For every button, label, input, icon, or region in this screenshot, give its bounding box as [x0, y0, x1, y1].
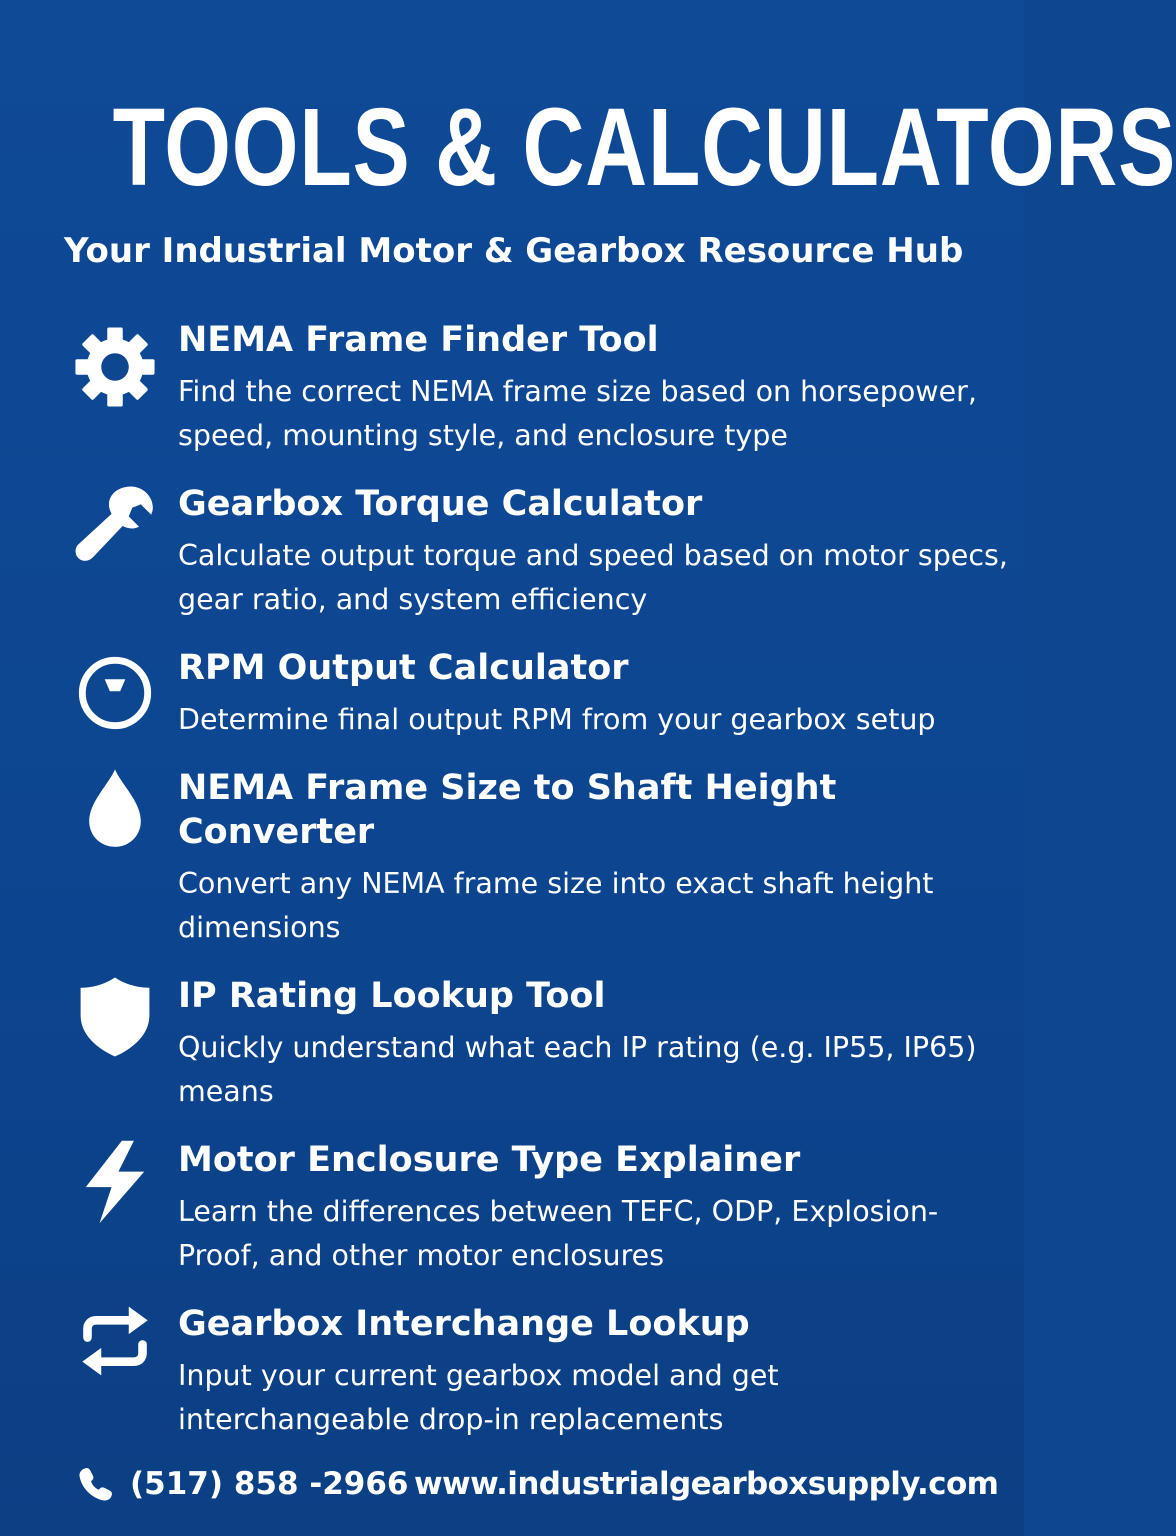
phone-icon — [78, 1466, 114, 1502]
lightning-icon — [72, 1134, 158, 1230]
tool-name: NEMA Frame Size to Shaft Height Converter — [178, 768, 837, 852]
footer — [0, 1458, 1024, 1514]
page-title: TOOLS & CALCULATORS — [112, 86, 1176, 209]
wrench-icon — [72, 482, 158, 568]
phone-number[interactable]: (517) 858 -2966 — [130, 1466, 409, 1502]
tool-description: Calculate output torque and speed based on motor specs, gear ratio, and system efficiency — [178, 539, 1008, 616]
tool-description: Quickly understand what each IP rating (e.g. IP55, IP65) means — [178, 1031, 977, 1108]
tool-description: Convert any NEMA frame size into exact shaft height dimensions — [178, 867, 934, 944]
page-subtitle: Your Industrial Motor & Gearbox Resource Hub — [64, 231, 964, 271]
shield-icon — [72, 974, 158, 1060]
tool-description: Input your current gearbox model and get interchangeable drop-in replacements — [178, 1359, 779, 1436]
tool-name: IP Rating Lookup Tool — [178, 976, 606, 1016]
tool-name: NEMA Frame Finder Tool — [178, 320, 659, 360]
tool-description: Find the correct NEMA frame size based on horsepower, speed, mounting style, and enclosure type — [178, 375, 977, 452]
droplet-icon — [72, 766, 158, 852]
website-link[interactable]: www.industrialgearboxsupply.com — [414, 1466, 999, 1502]
tool-name: RPM Output Calculator — [178, 648, 629, 688]
swap-arrows-icon — [72, 1298, 158, 1384]
tool-description: Determine final output RPM from your gearbox setup — [178, 703, 936, 736]
tool-name: Gearbox Torque Calculator — [178, 484, 703, 524]
gear-icon — [72, 324, 158, 410]
tool-name: Gearbox Interchange Lookup — [178, 1304, 750, 1344]
tool-description: Learn the differences between TEFC, ODP, Explosion-Proof, and other motor enclosures — [178, 1195, 939, 1272]
tool-name: Motor Enclosure Type Explainer — [178, 1140, 801, 1180]
gauge-icon — [72, 650, 158, 736]
